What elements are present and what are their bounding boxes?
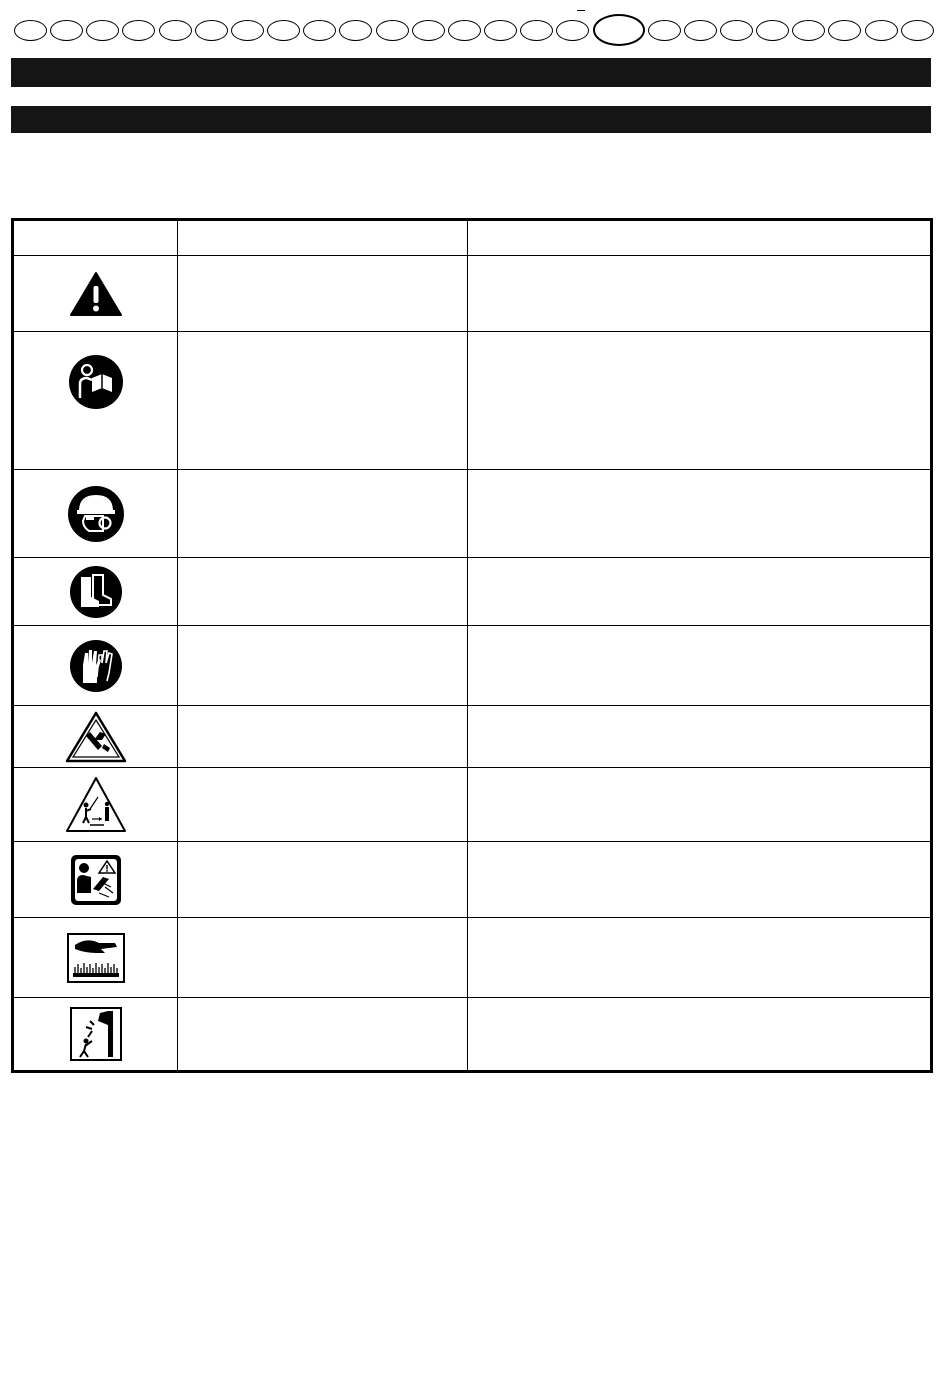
language-tab[interactable] bbox=[339, 20, 372, 41]
hot-surface-icon bbox=[14, 933, 177, 983]
language-tab[interactable] bbox=[520, 20, 553, 41]
table-row bbox=[14, 332, 931, 470]
language-tab[interactable] bbox=[648, 20, 681, 41]
kickback-warning-icon bbox=[14, 853, 177, 907]
symbol-explanation bbox=[468, 332, 931, 470]
language-tab[interactable] bbox=[195, 20, 228, 41]
language-tab[interactable] bbox=[376, 20, 409, 41]
symbol-name bbox=[178, 998, 468, 1071]
language-selector bbox=[14, 14, 934, 46]
language-tab[interactable] bbox=[122, 20, 155, 41]
language-tab[interactable] bbox=[50, 20, 83, 41]
section-subtitle-bar bbox=[11, 106, 931, 133]
language-tab[interactable] bbox=[901, 20, 934, 41]
page-mark bbox=[577, 10, 585, 11]
table-row bbox=[14, 558, 931, 626]
table-header-row bbox=[14, 221, 931, 256]
language-tab[interactable] bbox=[556, 20, 589, 41]
symbol-name bbox=[178, 470, 468, 558]
language-tab[interactable] bbox=[86, 20, 119, 41]
read-manual-icon bbox=[14, 354, 177, 410]
table-row bbox=[14, 626, 931, 706]
language-tab-active[interactable] bbox=[593, 14, 645, 46]
language-tab[interactable] bbox=[484, 20, 517, 41]
symbols-table bbox=[11, 218, 933, 1073]
symbol-explanation bbox=[468, 998, 931, 1071]
warning-triangle-icon bbox=[14, 270, 177, 318]
symbol-name bbox=[178, 332, 468, 470]
symbol-name bbox=[178, 626, 468, 706]
language-tab[interactable] bbox=[448, 20, 481, 41]
symbol-explanation bbox=[468, 256, 931, 332]
language-tab[interactable] bbox=[412, 20, 445, 41]
symbol-name bbox=[178, 918, 468, 998]
language-tab[interactable] bbox=[14, 20, 47, 41]
symbol-explanation bbox=[468, 768, 931, 842]
language-tab[interactable] bbox=[828, 20, 861, 41]
symbol-explanation bbox=[468, 470, 931, 558]
table-row bbox=[14, 842, 931, 918]
symbol-explanation bbox=[468, 706, 931, 768]
header-name bbox=[178, 221, 468, 256]
cutting-hazard-icon bbox=[14, 710, 177, 764]
symbol-name bbox=[178, 768, 468, 842]
language-tab[interactable] bbox=[159, 20, 192, 41]
header-symbol bbox=[14, 221, 178, 256]
falling-debris-icon bbox=[14, 1007, 177, 1061]
language-tab[interactable] bbox=[267, 20, 300, 41]
symbol-explanation bbox=[468, 918, 931, 998]
head-eye-ear-protection-icon bbox=[14, 485, 177, 543]
section-title-bar bbox=[11, 58, 931, 87]
language-tab[interactable] bbox=[865, 20, 898, 41]
language-tab[interactable] bbox=[684, 20, 717, 41]
symbol-explanation bbox=[468, 842, 931, 918]
language-tab[interactable] bbox=[720, 20, 753, 41]
table-row bbox=[14, 768, 931, 842]
symbol-name bbox=[178, 558, 468, 626]
symbol-name bbox=[178, 842, 468, 918]
table-row bbox=[14, 256, 931, 332]
safety-boots-icon bbox=[14, 565, 177, 619]
language-tab[interactable] bbox=[303, 20, 336, 41]
language-tab[interactable] bbox=[231, 20, 264, 41]
symbol-explanation bbox=[468, 626, 931, 706]
language-tab[interactable] bbox=[792, 20, 825, 41]
symbol-explanation bbox=[468, 558, 931, 626]
keep-distance-icon bbox=[14, 775, 177, 835]
table-row bbox=[14, 998, 931, 1071]
table-row bbox=[14, 706, 931, 768]
protective-gloves-icon bbox=[14, 639, 177, 693]
symbol-name bbox=[178, 256, 468, 332]
language-tab[interactable] bbox=[756, 20, 789, 41]
symbol-name bbox=[178, 706, 468, 768]
table-row bbox=[14, 918, 931, 998]
header-explanation bbox=[468, 221, 931, 256]
table-row bbox=[14, 470, 931, 558]
